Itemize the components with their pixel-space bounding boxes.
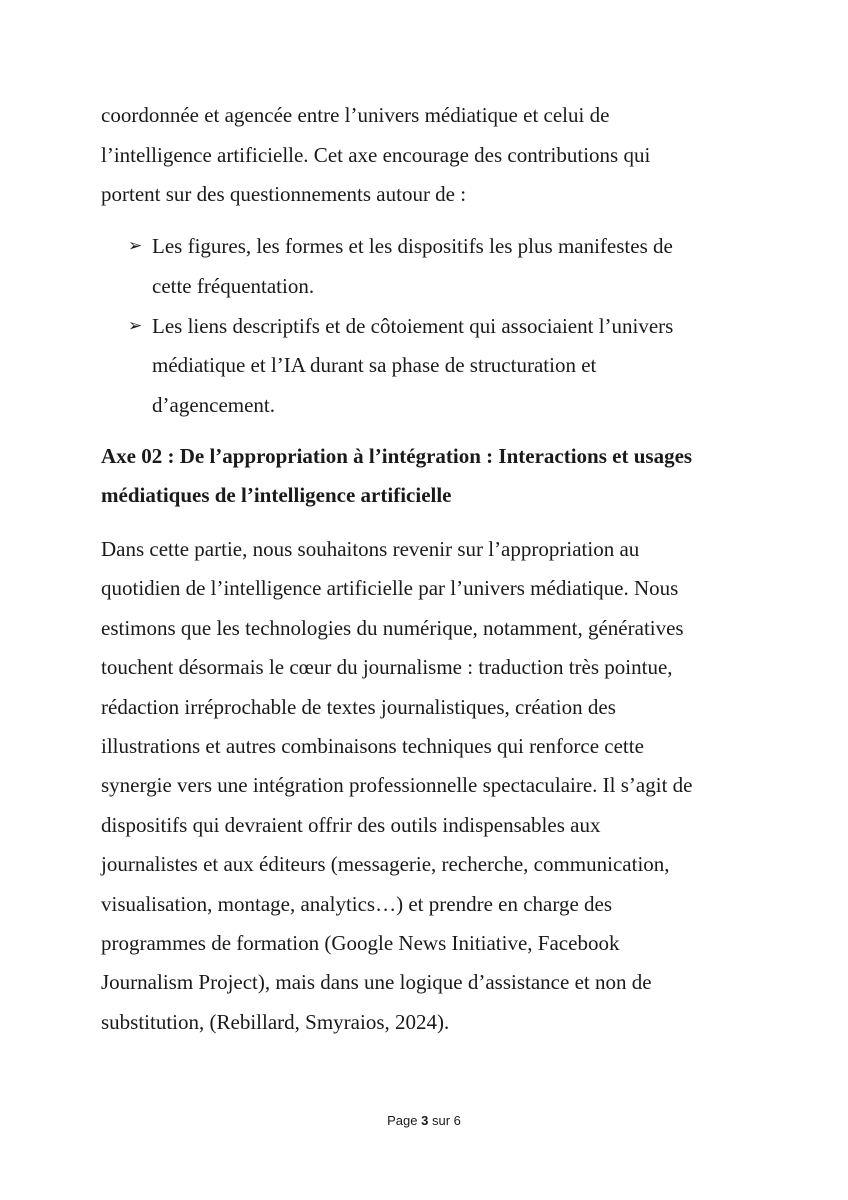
current-page-number: 3 — [421, 1113, 429, 1128]
intro-line: portent sur des questionnements autour de : — [101, 182, 467, 206]
intro-line: coordonnée et agencée entre l’univers médiatique et celui de — [101, 103, 610, 127]
arrow-bullet-icon: ➢ — [128, 236, 143, 256]
bullet-item-line: médiatique et l’IA durant sa phase de structuration et — [152, 353, 597, 377]
section-heading-line: médiatiques de l’intelligence artificielle — [101, 483, 452, 507]
bullet-item-line: cette fréquentation. — [152, 274, 315, 298]
body-line: illustrations et autres combinaisons techniques qui renforce cette — [101, 734, 644, 758]
body-line: programmes de formation (Google News Initiative, Facebook — [101, 931, 620, 955]
body-line: Journalism Project), mais dans une logique d’assistance et non de — [101, 970, 652, 994]
bullet-item-line: Les liens descriptifs et de côtoiement qui associaient l’univers — [152, 314, 674, 338]
page-of-label: sur — [431, 1113, 451, 1128]
page-footer — [0, 1113, 848, 1129]
body-line: touchent désormais le cœur du journalisme : traduction très pointue, — [101, 655, 673, 679]
bullet-item-line: d’agencement. — [152, 393, 276, 417]
bullet-item-line: Les figures, les formes et les dispositifs les plus manifestes de — [152, 234, 673, 258]
body-line: dispositifs qui devraient offrir des outils indispensables aux — [101, 813, 601, 837]
body-line: quotidien de l’intelligence artificielle par l’univers médiatique. Nous — [101, 576, 679, 600]
body-line: Dans cette partie, nous souhaitons revenir sur l’appropriation au — [101, 537, 640, 561]
intro-line: l’intelligence artificielle. Cet axe encourage des contributions qui — [101, 143, 651, 167]
body-line: journalistes et aux éditeurs (messagerie, recherche, communication, — [101, 852, 670, 876]
page-label: Page — [387, 1113, 418, 1128]
body-line: rédaction irréprochable de textes journalistiques, création des — [101, 695, 616, 719]
section-heading-line: Axe 02 : De l’appropriation à l’intégration : Interactions et usages — [101, 444, 693, 468]
body-line: visualisation, montage, analytics…) et prendre en charge des — [101, 892, 613, 916]
body-line: synergie vers une intégration professionnelle spectaculaire. Il s’agit de — [101, 773, 693, 797]
body-line: substitution, (Rebillard, Smyraios, 2024). — [101, 1010, 450, 1034]
total-pages-number: 6 — [453, 1113, 461, 1128]
body-line: estimons que les technologies du numérique, notamment, génératives — [101, 616, 684, 640]
arrow-bullet-icon: ➢ — [128, 316, 143, 336]
